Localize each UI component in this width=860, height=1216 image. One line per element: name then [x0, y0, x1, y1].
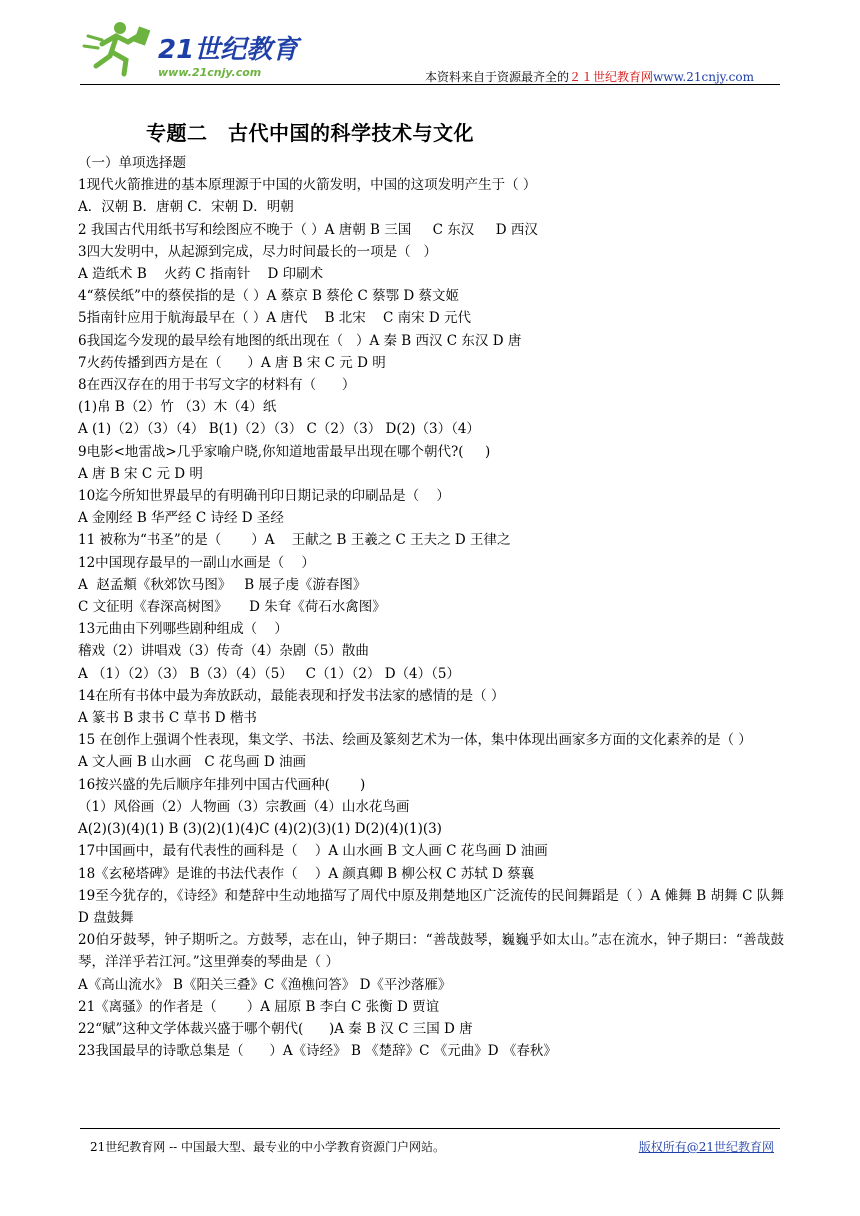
content-line: 22“赋”这种文学体裁兴盛于哪个朝代( )A 秦 B 汉 C 三国 D 唐 — [78, 1020, 473, 1037]
content-line: 15 在创作上强调个性表现，集文学、书法、绘画及篆刻艺术为一体，集中体现出画家多方面的文化素养的是（ ） — [78, 732, 752, 749]
header-source-note — [425, 68, 754, 85]
content-line: 23我国最早的诗歌总集是（ ）A《诗经》 B 《楚辞》C 《元曲》D 《春秋》 — [78, 1043, 557, 1060]
content-line: 6我国迄今发现的最早绘有地图的纸出现在（ ）A 秦 B 西汉 C 东汉 D 唐 — [78, 332, 522, 349]
content-line: 14在所有书体中最为奔放跃动，最能表现和抒发书法家的感情的是（ ） — [78, 687, 505, 704]
content-line: C 文征明《春深高树图》 D 朱耷《荷石水禽图》 — [78, 599, 386, 616]
runner-icon — [84, 22, 150, 74]
content-line: A．汉朝 B．唐朝 C．宋朝 D．明朝 — [78, 199, 294, 216]
content-line: A 唐 B 宋 C 元 D 明 — [78, 465, 203, 482]
content-line: 3四大发明中，从起源到完成，尽力时间最长的一项是（ ） — [78, 243, 437, 260]
content-line: 16按兴盛的先后顺序年排列中国古代画种( ) — [78, 776, 366, 793]
content-line: 8在西汉存在的用于书写文字的材料有（ ） — [78, 377, 356, 394]
content-line: 11 被称为“书圣”的是（ ）A 王献之 B 王羲之 C 王夫之 D 王律之 — [78, 532, 511, 549]
page-title: 专题二 古代中国的科学技术与文化 — [146, 121, 474, 145]
footer-divider — [80, 1128, 780, 1129]
content-line: 4“蔡侯纸”中的蔡侯指的是（ ）A 蔡京 B 蔡伦 C 蔡鄂 D 蔡文姬 — [78, 288, 460, 305]
header-note-prefix: 本资料来自于资源最齐全的 — [425, 70, 570, 84]
content-line: 10迄今所知世界最早的有明确刊印日期记录的印刷品是（ ） — [78, 488, 450, 505]
question-list — [78, 152, 784, 1062]
content-line: A 造纸术 B 火药 C 指南针 D 印刷术 — [78, 266, 324, 283]
logo-url: www.21cnjy.com — [158, 66, 262, 79]
site-logo — [80, 14, 310, 84]
content-line: 20伯牙鼓琴，钟子期听之。方鼓琴，志在山，钟子期曰：“善哉鼓琴，巍巍乎如太山。”志在流水，钟子期曰：“善哉鼓琴，洋洋乎若江河。”这里弹奏的琴曲是（ ） — [78, 932, 784, 971]
content-line: A(2)(3)(4)(1) B (3)(2)(1)(4)C (4)(2)(3)(1) D(2)(4)(1)(3) — [78, 821, 442, 838]
content-line: 19至今犹存的，《诗经》和楚辞中生动地描写了周代中原及荆楚地区广泛流传的民间舞蹈是（ ）A 傩舞 B 胡舞 C 队舞 D 盘鼓舞 — [78, 887, 784, 926]
content-line: 1现代火箭推进的基本原理源于中国的火箭发明，中国的这项发明产生于（ ） — [78, 177, 537, 194]
content-line: A 金刚经 B 华严经 C 诗经 D 圣经 — [78, 510, 284, 527]
content-line: 9电影<地雷战>几乎家喻户晓,你知道地雷最早出现在哪个朝代?( ) — [78, 443, 491, 460]
content-line: 21《离骚》的作者是（ ）A 屈原 B 李白 C 张衡 D 贾谊 — [78, 998, 440, 1015]
header-divider — [80, 84, 780, 85]
content-line: 稽戏（2）讲唱戏（3）传奇（4）杂剧（5）散曲 — [78, 643, 369, 660]
content-line: A 篆书 B 隶书 C 草书 D 楷书 — [78, 710, 257, 727]
page-header — [80, 14, 780, 84]
content-line: 13元曲由下列哪些剧种组成（ ） — [78, 621, 288, 638]
logo-text: 21世纪教育 — [158, 35, 299, 65]
content-line: （一）单项选择题 — [78, 155, 186, 171]
footer-copyright-link[interactable]: 版权所有@21世纪教育网 — [638, 1140, 774, 1154]
content-line: A《高山流水》 B《阳关三叠》C《渔樵问答》 D《平沙落雁》 — [78, 976, 452, 993]
footer-site-description: 21世纪教育网 -- 中国最大型、最专业的中小学教育资源门户网站。 — [90, 1140, 446, 1154]
content-line: 5指南针应用于航海最早在（ ）A 唐代 B 北宋 C 南宋 D 元代 — [78, 310, 471, 327]
content-line: 2 我国古代用纸书写和绘图应不晚于（ ）A 唐朝 B 三国 C 东汉 D 西汉 — [78, 221, 538, 238]
header-note-site: ２１世纪教育网 — [569, 70, 654, 84]
content-line: 18《玄秘塔碑》是谁的书法代表作（ ）A 颜真卿 B 柳公权 C 苏轼 D 蔡襄 — [78, 865, 535, 882]
content-line: (1)帛 B（2）竹 （3）木（4）纸 — [78, 399, 277, 416]
content-line: A (1)（2）（3）（4） B(1)（2）（3） C（2）（3） D(2)（3）（4） — [78, 421, 480, 438]
content-line: （1）风俗画（2）人物画（3）宗教画（4）山水花鸟画 — [78, 798, 410, 815]
content-line: 12中国现存最早的一副山水画是（ ） — [78, 554, 315, 571]
content-line: A 文人画 B 山水画 C 花鸟画 D 油画 — [78, 754, 306, 771]
header-note-url[interactable]: www.21cnjy.com — [653, 70, 754, 84]
content-line: 17中国画中，最有代表性的画科是（ ）A 山水画 B 文人画 C 花鸟画 D 油画 — [78, 843, 548, 860]
content-line: 7火药传播到西方是在（ ）A 唐 B 宋 C 元 D 明 — [78, 354, 386, 371]
content-line: A （1）（2）（3） B（3）（4）（5） C（1）（2） D（4）（5） — [78, 665, 460, 682]
content-line: A 赵孟頫《秋郊饮马图》 B 展子虔《游春图》 — [78, 576, 367, 593]
